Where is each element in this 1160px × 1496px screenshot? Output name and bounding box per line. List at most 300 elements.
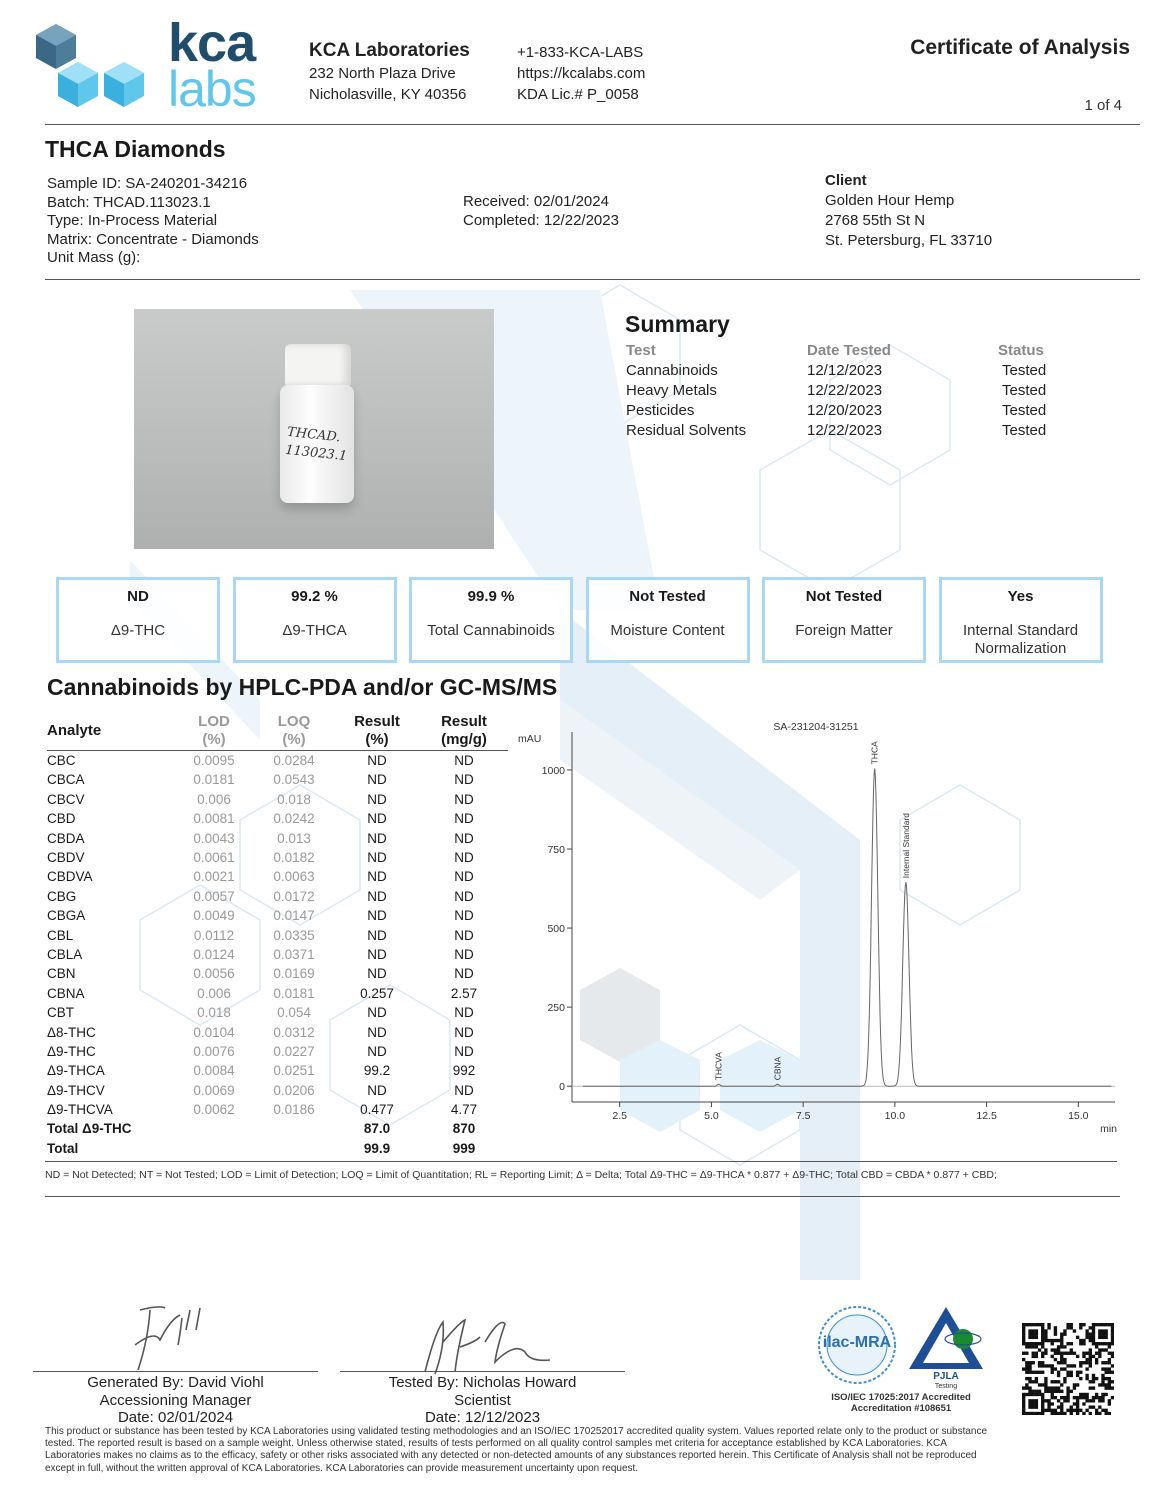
qr-module (1085, 1399, 1088, 1402)
loq-cell: 0.0181 (273, 985, 315, 1001)
qr-module (1098, 1348, 1101, 1351)
qr-module (1098, 1336, 1101, 1339)
col-header-loq: LOQ (%) (277, 713, 311, 748)
qr-module (1104, 1329, 1107, 1332)
qr-module (1063, 1345, 1066, 1348)
qr-module (1057, 1345, 1060, 1348)
qr-module (1054, 1348, 1057, 1351)
result-mg-cell: ND (454, 947, 474, 962)
lab-address-line1: 232 North Plaza Drive (309, 65, 456, 82)
result-box-label: Foreign Matter (795, 622, 893, 639)
qr-module (1063, 1358, 1066, 1361)
pjla-logo: PJLA Testing (905, 1303, 987, 1389)
qr-module (1032, 1393, 1035, 1396)
qr-module (1082, 1361, 1085, 1364)
qr-module (1085, 1367, 1088, 1370)
col-header-analyte: Analyte (47, 722, 102, 739)
qr-module (1041, 1352, 1044, 1355)
qr-module (1085, 1396, 1088, 1399)
qr-module (1079, 1409, 1082, 1412)
qr-module (1032, 1412, 1035, 1415)
qr-module (1092, 1333, 1095, 1336)
qr-module (1060, 1336, 1063, 1339)
analyte-cell: CBLA (47, 947, 83, 962)
vial-label: THCAD. 113023.1 (284, 424, 348, 465)
qr-module (1047, 1364, 1050, 1367)
qr-module (1025, 1364, 1028, 1367)
qr-module (1092, 1396, 1095, 1399)
table-row (47, 1083, 507, 1102)
qr-module (1098, 1396, 1101, 1399)
loq-cell: 0.0284 (273, 753, 315, 768)
qr-module (1108, 1358, 1111, 1361)
peak-label: Internal Standard (900, 812, 911, 879)
qr-module (1089, 1380, 1092, 1383)
result-pct-cell: ND (367, 1044, 387, 1059)
qr-module (1085, 1377, 1088, 1380)
qr-module (1089, 1412, 1092, 1415)
qr-module (1041, 1339, 1044, 1342)
qr-module (1070, 1374, 1073, 1377)
qr-module (1079, 1364, 1082, 1367)
qr-module (1028, 1405, 1031, 1408)
qr-module (1104, 1412, 1107, 1415)
qr-module (1025, 1383, 1028, 1386)
qr-module (1076, 1374, 1079, 1377)
qr-module (1085, 1374, 1088, 1377)
result-mg-cell: ND (454, 869, 474, 885)
summary-test: Heavy Metals (626, 382, 717, 399)
table-row (47, 869, 507, 888)
qr-module (1092, 1386, 1095, 1389)
summary-test: Residual Solvents (626, 422, 747, 439)
qr-module (1028, 1371, 1031, 1374)
table-row (47, 986, 507, 1005)
qr-module (1063, 1399, 1066, 1402)
qr-module (1060, 1342, 1063, 1345)
qr-module (1095, 1323, 1098, 1326)
table-header-divider (47, 750, 508, 751)
qr-module (1108, 1371, 1111, 1374)
qr-module (1104, 1383, 1107, 1386)
qr-module (1032, 1323, 1035, 1326)
footnote-divider (45, 1196, 1120, 1197)
lab-contact (517, 42, 645, 105)
qr-module (1092, 1374, 1095, 1377)
loq-cell: 0.0242 (273, 811, 315, 827)
result-pct-cell: ND (367, 927, 387, 943)
result-mg-cell: ND (454, 830, 474, 846)
loq-cell: 0.0172 (273, 888, 315, 904)
qr-module (1111, 1396, 1114, 1399)
qr-module (1104, 1371, 1107, 1374)
loq-cell: 0.0227 (273, 1044, 315, 1059)
result-box-label: Δ9-THCA (282, 622, 347, 639)
client-city: St. Petersburg, FL 33710 (825, 232, 993, 249)
total-row (47, 1121, 507, 1140)
qr-module (1051, 1393, 1054, 1396)
result-mg-cell: ND (454, 850, 474, 865)
qr-module (1108, 1367, 1111, 1370)
qr-module (1028, 1336, 1031, 1339)
lab-license: KDA Lic.# P_0058 (517, 86, 639, 103)
disclaimer-line: Laboratories makes no claims as to the efficacy, safety or other risks associated with any detected or non-detected amounts of any substances reported herein. This Certificate of Analysis shall not be reproduced (45, 1450, 977, 1462)
qr-module (1054, 1396, 1057, 1399)
qr-module (1089, 1326, 1092, 1329)
qr-module (1111, 1355, 1114, 1358)
qr-module (1022, 1386, 1025, 1389)
qr-module (1089, 1333, 1092, 1336)
result-mg-cell: ND (454, 772, 474, 788)
qr-module (1022, 1412, 1025, 1415)
table-row (47, 1063, 507, 1082)
qr-module (1085, 1336, 1088, 1339)
qr-module (1035, 1345, 1038, 1348)
qr-module (1028, 1412, 1031, 1415)
qr-module (1038, 1393, 1041, 1396)
qr-module (1101, 1367, 1104, 1370)
qr-module (1022, 1405, 1025, 1408)
qr-module (1082, 1355, 1085, 1358)
summary-test: Pesticides (626, 402, 695, 419)
qr-module (1051, 1342, 1054, 1345)
qr-module (1044, 1409, 1047, 1412)
x-tick-label: 2.5 (612, 1110, 628, 1122)
analyte-cell: CBGA (47, 908, 86, 924)
qr-module (1060, 1361, 1063, 1364)
qr-module (1022, 1358, 1025, 1361)
qr-module (1095, 1393, 1098, 1396)
qr-module (1028, 1329, 1031, 1332)
sample-batch: Batch: THCAD.113023.1 (47, 193, 211, 211)
sample-matrix: Matrix: Concentrate - Diamonds (47, 230, 259, 248)
qr-module (1060, 1352, 1063, 1355)
qr-code[interactable] (1022, 1323, 1114, 1415)
qr-module (1035, 1329, 1038, 1332)
qr-module (1066, 1364, 1069, 1367)
y-tick-label: 250 (547, 1002, 565, 1015)
qr-module (1022, 1367, 1025, 1370)
result-pct-cell: ND (367, 947, 387, 962)
qr-module (1104, 1386, 1107, 1389)
qr-module (1101, 1409, 1104, 1412)
qr-module (1032, 1355, 1035, 1358)
result-mg-cell: ND (454, 811, 474, 827)
qr-module (1051, 1348, 1054, 1351)
qr-module (1066, 1396, 1069, 1399)
qr-module (1089, 1358, 1092, 1361)
table-row (47, 850, 507, 869)
qr-module (1085, 1409, 1088, 1412)
qr-module (1079, 1323, 1082, 1326)
result-mg-cell: 2.57 (450, 985, 478, 1001)
qr-module (1032, 1390, 1035, 1393)
signature-block-2: Tested By: Nicholas Howard Scientist Date: 12/12/2023 (388, 1374, 577, 1426)
qr-module (1104, 1393, 1107, 1396)
col-header-result-pct: Result (%) (354, 713, 400, 748)
result-mg-cell: ND (454, 1024, 474, 1040)
qr-module (1111, 1342, 1114, 1345)
loq-cell: 0.0335 (273, 927, 315, 943)
qr-module (1095, 1412, 1098, 1415)
qr-module (1032, 1352, 1035, 1355)
chromatogram-trace (583, 769, 1111, 1087)
qr-module (1054, 1367, 1057, 1370)
qr-module (1025, 1361, 1028, 1364)
logo-text-kca: kca (168, 13, 256, 73)
analyte-cell: CBCV (47, 791, 85, 807)
result-pct-cell: ND (367, 850, 387, 865)
qr-module (1092, 1380, 1095, 1383)
qr-module (1082, 1412, 1085, 1415)
qr-module (1032, 1345, 1035, 1348)
qr-module (1063, 1361, 1066, 1364)
qr-module (1044, 1377, 1047, 1380)
qr-module (1085, 1361, 1088, 1364)
qr-module (1035, 1342, 1038, 1345)
qr-module (1038, 1371, 1041, 1374)
qr-module (1092, 1342, 1095, 1345)
qr-module (1044, 1333, 1047, 1336)
qr-module (1066, 1326, 1069, 1329)
qr-module (1095, 1342, 1098, 1345)
lab-website[interactable]: https://kcalabs.com (517, 65, 646, 82)
x-axis-label: min (1100, 1123, 1117, 1135)
qr-module (1073, 1402, 1076, 1405)
qr-module (1022, 1402, 1025, 1405)
qr-module (1098, 1383, 1101, 1386)
qr-module (1028, 1333, 1031, 1336)
completed-date: Completed: 12/22/2023 (463, 211, 619, 229)
peak-label: THCA (869, 741, 880, 765)
qr-module (1051, 1371, 1054, 1374)
peak-label: CBNA (772, 1056, 783, 1081)
qr-module (1032, 1380, 1035, 1383)
qr-module (1063, 1367, 1066, 1370)
qr-module (1025, 1342, 1028, 1345)
qr-module (1108, 1383, 1111, 1386)
qr-module (1063, 1396, 1066, 1399)
qr-module (1028, 1345, 1031, 1348)
qr-module (1082, 1393, 1085, 1396)
qr-module (1066, 1342, 1069, 1345)
result-box-label: Moisture Content (610, 622, 725, 639)
sample-dates (463, 193, 619, 230)
table-row (47, 811, 507, 830)
qr-module (1028, 1342, 1031, 1345)
qr-module (1070, 1409, 1073, 1412)
qr-module (1054, 1390, 1057, 1393)
result-pct-cell: 99.9 (363, 1140, 391, 1156)
qr-module (1060, 1396, 1063, 1399)
qr-module (1076, 1412, 1079, 1415)
header-divider (45, 124, 1140, 125)
qr-module (1038, 1383, 1041, 1386)
qr-module (1060, 1367, 1063, 1370)
table-row (47, 753, 507, 772)
signature-david-viohl (120, 1300, 230, 1380)
loq-cell: 0.0543 (273, 772, 315, 788)
lod-cell: 0.0069 (193, 1082, 235, 1098)
qr-module (1041, 1412, 1044, 1415)
qr-module (1025, 1323, 1028, 1326)
peak-label: THCVA (713, 1052, 724, 1081)
lod-cell: 0.0043 (193, 830, 235, 846)
qr-module (1079, 1361, 1082, 1364)
qr-module (1082, 1396, 1085, 1399)
qr-module (1022, 1399, 1025, 1402)
qr-module (1108, 1402, 1111, 1405)
qr-module (1111, 1386, 1114, 1389)
qr-module (1041, 1364, 1044, 1367)
qr-module (1035, 1405, 1038, 1408)
qr-module (1076, 1402, 1079, 1405)
qr-module (1079, 1342, 1082, 1345)
lab-info (309, 39, 470, 105)
y-tick-label: 500 (547, 923, 565, 936)
disclaimer-line: This product or substance has been tested by KCA Laboratories using validated testing methodologies and an ISO/IEC 170252017 accredited quality system. Values reported relate only to the product or substance (45, 1426, 988, 1437)
qr-module (1095, 1345, 1098, 1348)
qr-module (1038, 1364, 1041, 1367)
qr-module (1028, 1390, 1031, 1393)
qr-module (1041, 1399, 1044, 1402)
loq-cell: 0.0312 (273, 1024, 315, 1040)
qr-module (1038, 1390, 1041, 1393)
qr-module (1038, 1412, 1041, 1415)
qr-module (1073, 1383, 1076, 1386)
qr-module (1101, 1377, 1104, 1380)
result-pct-cell: ND (367, 791, 387, 807)
client-street: 2768 55th St N (825, 212, 926, 229)
qr-module (1073, 1364, 1076, 1367)
y-tick-label: 1000 (541, 764, 565, 777)
qr-module (1022, 1339, 1025, 1342)
x-tick-label: 7.5 (795, 1110, 811, 1122)
result-pct-cell: ND (367, 1082, 387, 1098)
table-row (47, 792, 507, 811)
qr-module (1047, 1326, 1050, 1329)
qr-module (1104, 1333, 1107, 1336)
qr-module (1047, 1323, 1050, 1326)
qr-module (1032, 1371, 1035, 1374)
disclaimer-line: tested. The reported result is based on a sample weight. Unless otherwise stated, results of tests performed on all quality control samples met criteria for acceptance established by KCA Laboratories. KCA (45, 1438, 947, 1450)
qr-module (1047, 1409, 1050, 1412)
qr-module (1098, 1355, 1101, 1358)
qr-module (1066, 1386, 1069, 1389)
loq-cell: 0.0186 (273, 1102, 315, 1118)
qr-module (1044, 1380, 1047, 1383)
loq-cell: 0.0182 (273, 850, 315, 865)
qr-module (1032, 1399, 1035, 1402)
col-header-lod: LOD (%) (198, 713, 230, 748)
loq-cell: 0.0371 (273, 947, 315, 962)
qr-module (1101, 1348, 1104, 1351)
qr-module (1066, 1409, 1069, 1412)
qr-module (1041, 1326, 1044, 1329)
qr-module (1066, 1399, 1069, 1402)
qr-module (1095, 1409, 1098, 1412)
lod-cell: 0.0056 (193, 966, 235, 982)
qr-module (1111, 1371, 1114, 1374)
analyte-cell: CBNA (47, 985, 85, 1001)
qr-module (1035, 1352, 1038, 1355)
qr-module (1035, 1390, 1038, 1393)
qr-module (1079, 1371, 1082, 1374)
qr-module (1057, 1399, 1060, 1402)
qr-module (1060, 1390, 1063, 1393)
qr-module (1104, 1367, 1107, 1370)
result-mg-cell: ND (454, 927, 474, 943)
qr-module (1108, 1412, 1111, 1415)
qr-module (1089, 1405, 1092, 1408)
qr-module (1108, 1380, 1111, 1383)
result-mg-cell: ND (454, 908, 474, 924)
y-tick-label: 0 (559, 1081, 565, 1094)
qr-module (1044, 1329, 1047, 1332)
qr-module (1025, 1412, 1028, 1415)
table-row (47, 908, 507, 927)
summary-header-status: Status (998, 342, 1044, 359)
summary-status: Tested (1002, 402, 1047, 419)
page-number: 1 of 4 (1084, 97, 1122, 114)
qr-module (1041, 1345, 1044, 1348)
qr-module (1098, 1412, 1101, 1415)
table-row (47, 1025, 507, 1044)
qr-module (1111, 1336, 1114, 1339)
table-row (47, 772, 507, 791)
qr-module (1041, 1355, 1044, 1358)
qr-module (1047, 1386, 1050, 1389)
result-box (233, 577, 397, 663)
qr-module (1073, 1396, 1076, 1399)
qr-module (1028, 1402, 1031, 1405)
qr-module (1041, 1383, 1044, 1386)
result-mg-cell: ND (454, 966, 474, 982)
qr-module (1035, 1323, 1038, 1326)
iso-accreditation: ISO/IEC 17025:2017 Accredited Accreditation #108651 (831, 1392, 971, 1414)
qr-module (1076, 1396, 1079, 1399)
qr-module (1063, 1333, 1066, 1336)
analyte-cell: CBDA (47, 830, 85, 846)
result-pct-cell: ND (367, 1024, 387, 1040)
result-pct-cell: ND (367, 888, 387, 904)
qr-module (1054, 1358, 1057, 1361)
qr-module (1035, 1377, 1038, 1380)
result-box-value: 99.2 % (291, 588, 338, 605)
analyte-cell: Δ9-THCV (47, 1082, 105, 1098)
x-tick-label: 10.0 (884, 1110, 906, 1122)
lod-cell: 0.0062 (193, 1102, 235, 1118)
qr-module (1104, 1409, 1107, 1412)
qr-module (1079, 1326, 1082, 1329)
analyte-cell: CBCA (47, 772, 85, 788)
qr-module (1104, 1336, 1107, 1339)
qr-module (1060, 1383, 1063, 1386)
qr-module (1101, 1333, 1104, 1336)
qr-module (1041, 1329, 1044, 1332)
received-date: Received: 02/01/2024 (463, 193, 609, 210)
logo-cubes-icon (28, 18, 178, 118)
qr-module (1051, 1412, 1054, 1415)
qr-module (1063, 1352, 1066, 1355)
qr-module (1054, 1329, 1057, 1332)
qr-module (1051, 1390, 1054, 1393)
qr-module (1057, 1386, 1060, 1389)
result-mg-cell: ND (454, 1005, 474, 1021)
qr-module (1070, 1364, 1073, 1367)
summary-date: 12/20/2023 (807, 402, 883, 419)
qr-module (1079, 1396, 1082, 1399)
